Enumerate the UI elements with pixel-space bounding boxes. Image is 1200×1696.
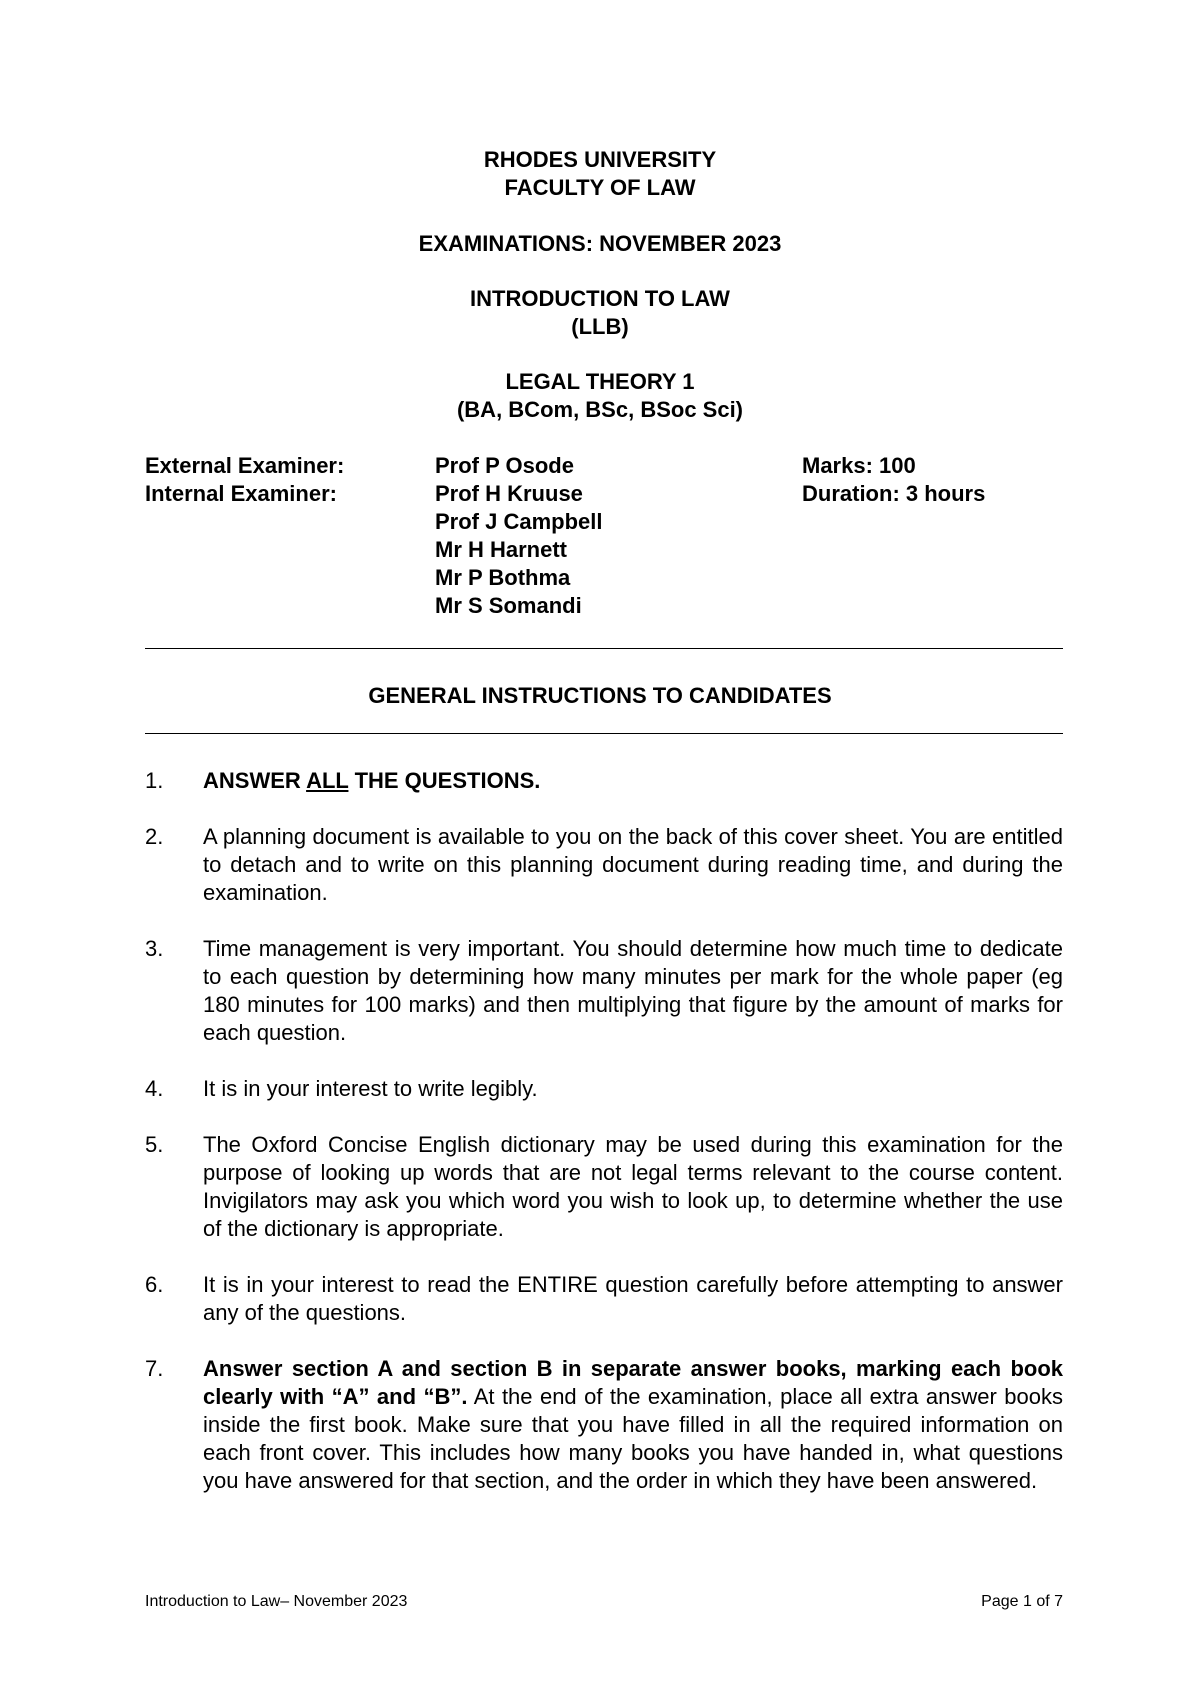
course1-title: INTRODUCTION TO LAW xyxy=(470,286,730,311)
course1-heading xyxy=(0,285,1200,341)
instruction-text: Time management is very important. You should determine how much time to dedicate to each question by determining how many minutes per mark for the whole paper (eg 180 minutes for 100 marks) and then multiplying that figure by the amount of marks for each question. xyxy=(203,936,1063,1045)
instruction-text-part: THE QUESTIONS. xyxy=(348,768,541,793)
internal-examiner-row xyxy=(145,508,1065,536)
instruction-text xyxy=(203,1356,1063,1493)
course2-title: LEGAL THEORY 1 xyxy=(505,369,695,394)
instruction-number: 6. xyxy=(145,1272,164,1297)
examinations-title: EXAMINATIONS: NOVEMBER 2023 xyxy=(418,231,782,256)
instruction-number: 2. xyxy=(145,824,164,849)
instruction-text: A planning document is available to you on the back of this cover sheet. You are entitled to detach and to write on this planning document during reading time, and during the examination. xyxy=(203,824,1063,905)
examinations-heading xyxy=(0,230,1200,258)
exam-duration: Duration: 3 hours xyxy=(802,481,986,506)
instruction-number: 5. xyxy=(145,1132,164,1157)
instruction-text-emphasis: ALL xyxy=(306,768,349,793)
internal-examiner-name: Prof J Campbell xyxy=(435,509,603,534)
external-examiner-label: External Examiner: xyxy=(145,453,345,478)
internal-examiner-name: Mr P Bothma xyxy=(435,565,571,590)
internal-examiner-row xyxy=(145,592,1065,620)
footer-course-label: Introduction to Law– November 2023 xyxy=(145,1593,408,1610)
university-name: RHODES UNIVERSITY xyxy=(483,147,717,172)
internal-examiner-name: Mr H Harnett xyxy=(435,537,568,562)
instruction-number: 4. xyxy=(145,1076,164,1101)
instruction-text-part: ANSWER xyxy=(203,768,307,793)
instruction-item xyxy=(145,935,1063,1047)
instruction-number: 1. xyxy=(145,768,164,793)
instruction-text: It is in your interest to write legibly. xyxy=(203,1076,538,1101)
instruction-item xyxy=(145,823,1063,907)
external-examiner-row xyxy=(145,452,1065,480)
university-header xyxy=(0,146,1200,202)
internal-examiner-name: Prof H Kruuse xyxy=(435,481,583,506)
instructions-title: GENERAL INSTRUCTIONS TO CANDIDATES xyxy=(368,683,832,708)
instruction-text xyxy=(203,768,540,793)
internal-examiner-row xyxy=(145,480,1065,508)
examiners-block xyxy=(145,452,1065,620)
course2-degrees: (BA, BCom, BSc, BSoc Sci) xyxy=(456,397,744,422)
instruction-text: It is in your interest to read the ENTIRE question carefully before attempting to answer any of the questions. xyxy=(203,1272,1063,1325)
instruction-item xyxy=(145,767,1063,795)
instruction-item xyxy=(145,1355,1063,1495)
instruction-text-part: At the end of the examination, place all extra answer books inside the first book. Make sure that you have filled in all the required information on each front cover. This includes how many books you have handed in, what questions you have answered for that section, and the order in which they have been answered. xyxy=(203,1384,1063,1493)
internal-examiner-label: Internal Examiner: xyxy=(145,481,337,506)
instruction-item xyxy=(145,1131,1063,1243)
instruction-number: 3. xyxy=(145,936,164,961)
external-examiner-name: Prof P Osode xyxy=(435,453,574,478)
instruction-item xyxy=(145,1075,1063,1103)
course1-degree: (LLB) xyxy=(571,314,629,339)
instruction-text-emphasis: Answer section A and section B in separate answer books, marking each book clearly with “A” and “B”. xyxy=(203,1356,1063,1409)
marks-total: Marks: 100 xyxy=(802,453,916,478)
course2-heading xyxy=(0,368,1200,424)
instruction-number: 7. xyxy=(145,1356,164,1381)
internal-examiner-row xyxy=(145,536,1065,564)
faculty-name: FACULTY OF LAW xyxy=(504,175,696,200)
bottom-divider xyxy=(145,733,1063,734)
internal-examiner-row xyxy=(145,564,1065,592)
instruction-text: The Oxford Concise English dictionary may be used during this examination for the purpose of looking up words that are not legal terms relevant to the course content. Invigilators may ask you which word you wish to look up, to determine whether the use of the dictionary is appropriate. xyxy=(203,1132,1063,1241)
instructions-list xyxy=(145,767,1063,1523)
instruction-item xyxy=(145,1271,1063,1327)
page-number: Page 1 of 7 xyxy=(981,1593,1063,1610)
internal-examiner-name: Mr S Somandi xyxy=(435,593,582,618)
top-divider xyxy=(145,648,1063,649)
